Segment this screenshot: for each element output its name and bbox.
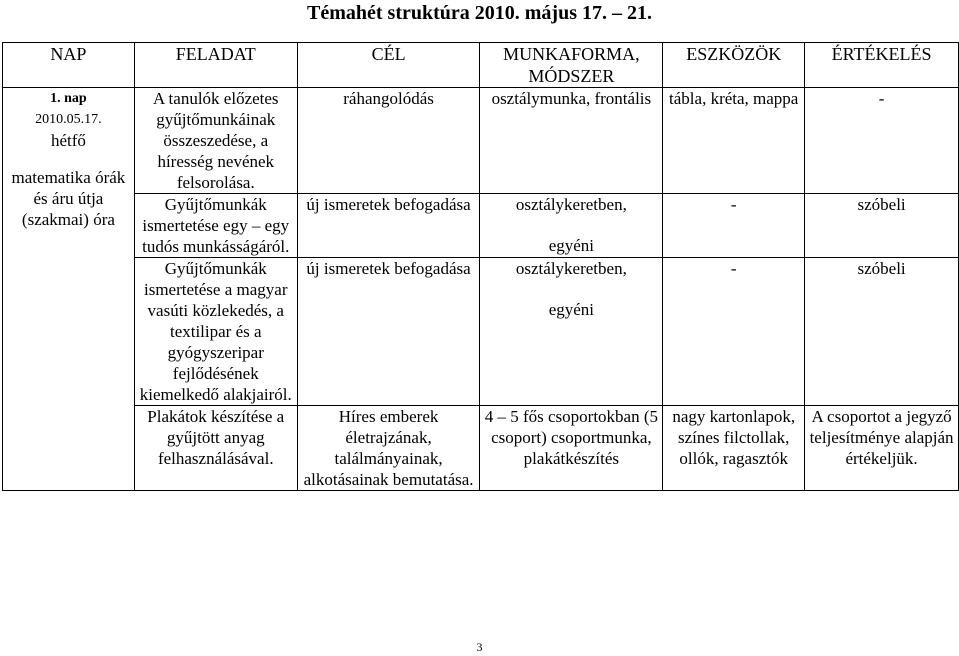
day-gap — [5, 151, 132, 167]
tools-cell: - — [663, 258, 805, 406]
method-line: osztálykeretben, — [515, 195, 627, 214]
schedule-table — [2, 42, 959, 491]
column-header-nap: NAP — [3, 43, 135, 88]
column-header-cel: CÉL — [297, 43, 480, 88]
column-header-ertekeles: ÉRTÉKELÉS — [805, 43, 959, 88]
goal-cell: Híres emberek életrajzának, találmányainak, alkotásainak bemutatása. — [297, 406, 480, 491]
method-gap — [482, 279, 660, 299]
goal-cell: új ismeretek befogadása — [297, 194, 480, 258]
method-cell — [480, 194, 663, 258]
table-row — [3, 194, 959, 258]
method-cell: osztálymunka, frontális — [480, 88, 663, 194]
method-line: osztálykeretben, — [515, 259, 627, 278]
method-line: egyéni — [548, 300, 595, 319]
method-cell — [480, 258, 663, 406]
method-gap — [482, 215, 660, 235]
evaluation-cell: szóbeli — [805, 194, 959, 258]
tools-cell: nagy kartonlapok, színes filctollak, ollók, ragasztók — [663, 406, 805, 491]
evaluation-cell: A csoportot a jegyző teljesítménye alapján értékeljük. — [805, 406, 959, 491]
table-row — [3, 88, 959, 194]
method-line: egyéni — [548, 236, 595, 255]
day-date: 2010.05.17. — [35, 112, 102, 127]
column-header-munkaforma: MUNKAFORMA, MÓDSZER — [480, 43, 663, 88]
task-cell: Gyűjtőmunkák ismertetése a magyar vasúti közlekedés, a textilipar és a gyógyszeripar fejlődésének kiemelkedő alakjairól. — [134, 258, 297, 406]
task-cell: A tanulók előzetes gyűjtőmunkáinak összeszedése, a híresség nevének felsorolása. — [134, 88, 297, 194]
goal-cell: új ismeretek befogadása — [297, 258, 480, 406]
method-cell: 4 – 5 fős csoportokban (5 csoport) csoportmunka, plakátkészítés — [480, 406, 663, 491]
task-cell: Gyűjtőmunkák ismertetése egy – egy tudós munkásságáról. — [134, 194, 297, 258]
column-header-feladat: FELADAT — [134, 43, 297, 88]
page-title: Témahét struktúra 2010. május 17. – 21. — [307, 2, 652, 24]
goal-cell: ráhangolódás — [297, 88, 480, 194]
table-row — [3, 406, 959, 491]
task-cell: Plakátok készítése a gyűjtött anyag felhasználásával. — [134, 406, 297, 491]
page-number: 3 — [476, 640, 483, 654]
day-weekday: hétfő — [50, 131, 86, 150]
evaluation-cell: - — [805, 88, 959, 194]
header-row — [3, 43, 959, 88]
table-row — [3, 258, 959, 406]
day-cell — [3, 88, 135, 491]
column-header-eszkozok: ESZKÖZÖK — [663, 43, 805, 88]
tools-cell: - — [663, 194, 805, 258]
day-label: 1. nap — [50, 91, 87, 106]
day-subject: matematika órák és áru útja (szakmai) óra — [11, 168, 126, 229]
evaluation-cell: szóbeli — [805, 258, 959, 406]
tools-cell: tábla, kréta, mappa — [663, 88, 805, 194]
